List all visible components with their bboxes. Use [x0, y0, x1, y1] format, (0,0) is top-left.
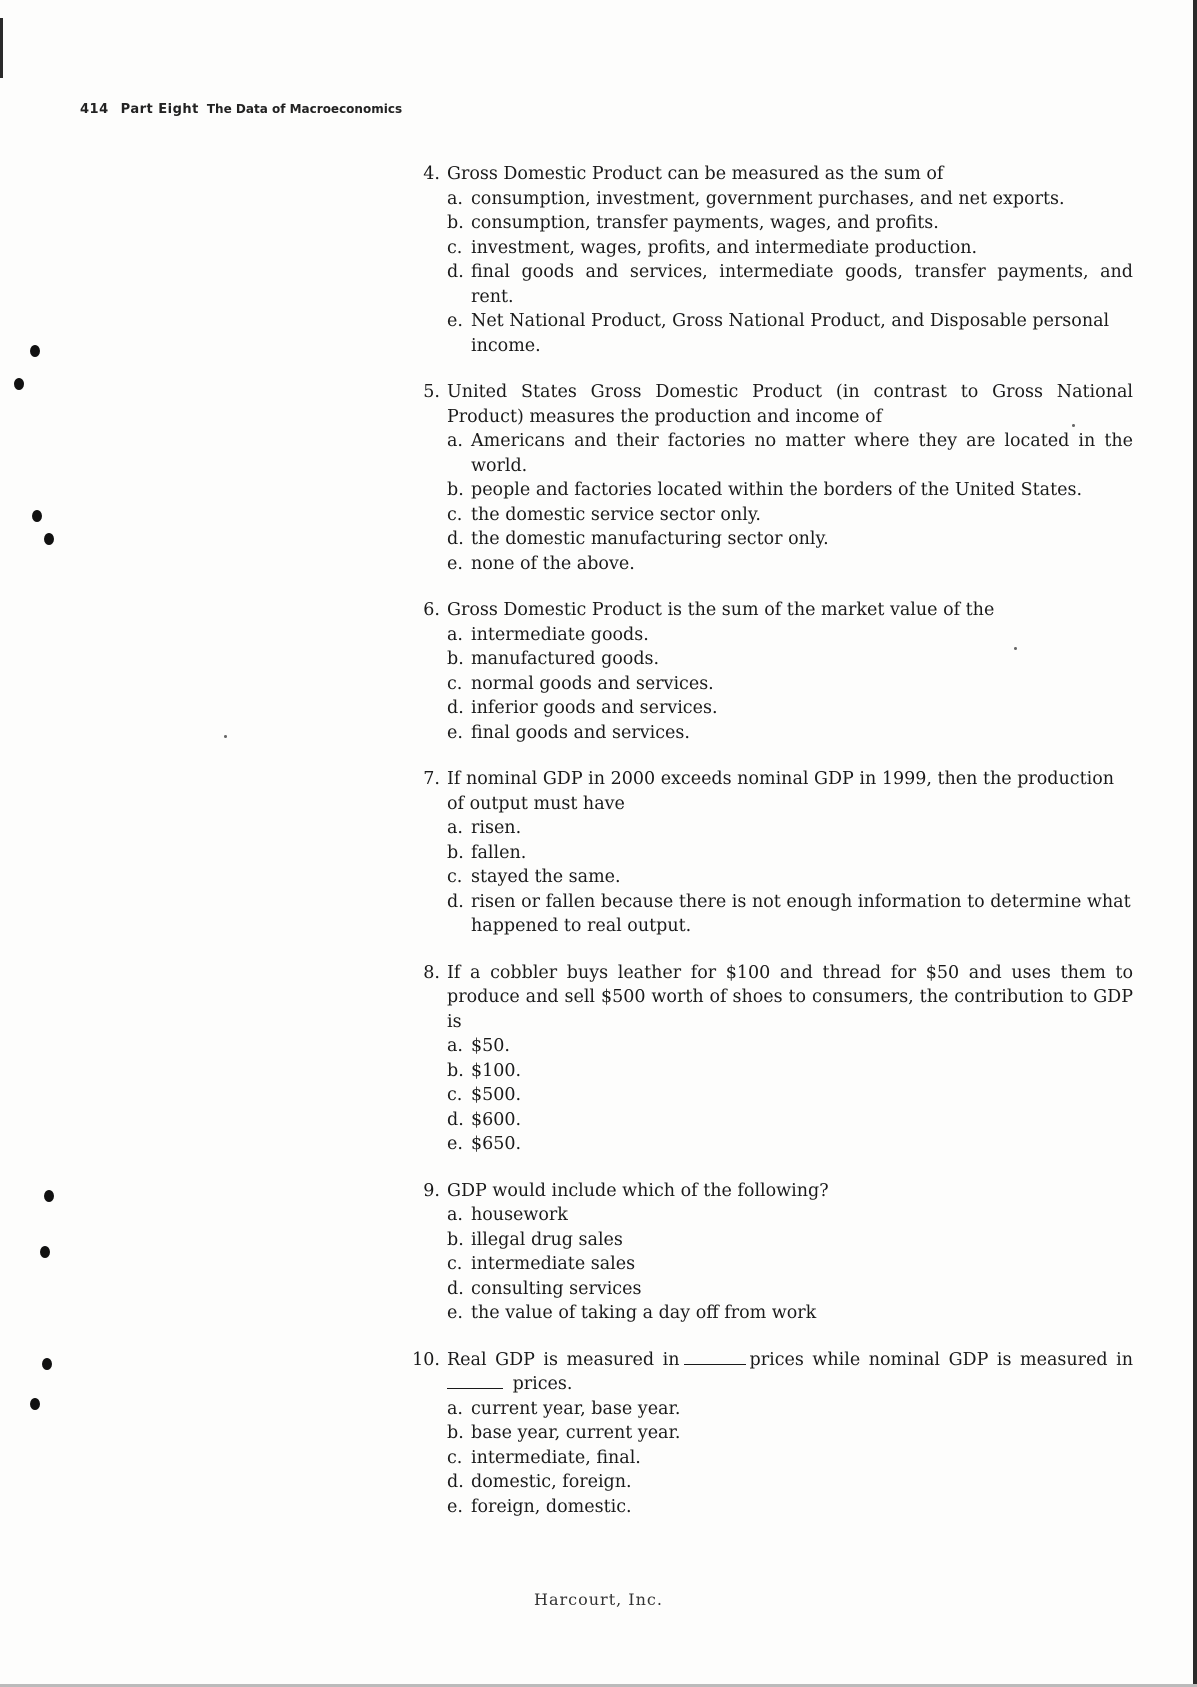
option-letter: a.	[447, 1398, 463, 1419]
option-letter: c.	[447, 867, 463, 887]
option-text: foreign, domestic.	[471, 1496, 632, 1517]
option-list	[413, 1203, 1133, 1326]
option-letter: b.	[447, 649, 464, 669]
option-letter: c.	[447, 1085, 463, 1105]
option-letter: d.	[447, 698, 464, 718]
question-stem	[413, 162, 1133, 187]
question-5	[413, 380, 1133, 576]
option-list	[413, 816, 1133, 939]
question-text: If nominal GDP in 2000 exceeds nominal GDP in 1999, then the production of output must have	[447, 769, 1115, 814]
option-text: Net National Product, Gross National Product, and Disposable personal income.	[471, 311, 1110, 356]
option-letter: c.	[447, 237, 463, 258]
option-d	[413, 1470, 1133, 1495]
option-letter: b.	[447, 842, 464, 863]
question-10	[413, 1348, 1133, 1520]
option-text: normal goods and services.	[471, 673, 714, 694]
option-letter: a.	[447, 431, 463, 451]
scan-edge-left	[0, 18, 3, 78]
option-text: inferior goods and services.	[471, 698, 718, 718]
question-8	[413, 961, 1133, 1157]
option-text: risen.	[471, 818, 522, 838]
option-text: intermediate sales	[471, 1254, 636, 1274]
option-list	[413, 623, 1133, 746]
option-text: the value of taking a day off from work	[471, 1303, 817, 1323]
question-number: 6.	[423, 600, 440, 620]
option-letter: e.	[447, 1496, 463, 1517]
option-d	[413, 527, 1133, 552]
option-e	[413, 309, 1133, 358]
option-letter: d.	[447, 529, 464, 549]
option-text: investment, wages, profits, and intermediate production.	[471, 237, 978, 258]
option-a	[413, 816, 1133, 841]
option-text: consumption, investment, government purchases, and net exports.	[471, 188, 1065, 209]
question-7	[413, 767, 1133, 939]
option-list	[413, 429, 1133, 576]
question-stem	[413, 380, 1133, 429]
question-stem	[413, 1179, 1133, 1204]
option-list	[413, 1397, 1133, 1520]
option-b	[413, 1421, 1133, 1446]
option-letter: d.	[447, 891, 464, 912]
question-text: Gross Domestic Product can be measured as the sum of	[447, 164, 944, 184]
question-6	[413, 598, 1133, 745]
punch-hole-mark	[32, 510, 42, 522]
option-text: base year, current year.	[471, 1423, 681, 1443]
option-e	[413, 1301, 1133, 1326]
question-text: If a cobbler buys leather for $100 and thread for $50 and uses them to produce and sell $500 worth of shoes to consumers, the contribution to GDP is	[447, 962, 1133, 1032]
punch-hole-mark	[42, 1358, 52, 1370]
option-c	[413, 865, 1133, 890]
option-b	[413, 211, 1133, 236]
option-text: $100.	[471, 1060, 522, 1081]
option-a	[413, 429, 1133, 478]
punch-hole-mark	[40, 1246, 50, 1258]
option-letter: d.	[447, 1278, 464, 1299]
option-a	[413, 187, 1133, 212]
option-letter: e.	[447, 1303, 463, 1323]
option-c	[413, 1446, 1133, 1471]
option-text: fallen.	[471, 842, 527, 863]
part-label: Part Eight	[120, 102, 199, 117]
option-letter: c.	[447, 1254, 463, 1274]
question-number: 5.	[423, 382, 440, 402]
punch-hole-mark	[30, 1398, 40, 1410]
option-text: the domestic manufacturing sector only.	[471, 529, 829, 549]
option-text: consumption, transfer payments, wages, and profits.	[471, 213, 939, 233]
option-letter: e.	[447, 553, 463, 574]
option-letter: b.	[447, 1229, 464, 1250]
option-text: $500.	[471, 1085, 522, 1105]
option-d	[413, 890, 1133, 939]
option-letter: b.	[447, 1423, 464, 1443]
option-letter: a.	[447, 188, 463, 209]
publisher-footer: Harcourt, Inc.	[534, 1590, 663, 1609]
option-letter: b.	[447, 480, 464, 500]
option-c	[413, 672, 1133, 697]
option-d	[413, 1277, 1133, 1302]
question-stem	[413, 1348, 1133, 1397]
question-number: 9.	[423, 1180, 440, 1201]
option-letter: a.	[447, 818, 463, 838]
option-letter: d.	[447, 262, 464, 282]
option-list	[413, 1034, 1133, 1157]
punch-hole-mark	[44, 533, 54, 545]
option-letter: e.	[447, 1134, 463, 1154]
option-b	[413, 478, 1133, 503]
option-text: final goods and services, intermediate goods, transfer payments, and rent.	[471, 262, 1133, 307]
question-number: 4.	[423, 164, 440, 184]
option-d	[413, 1108, 1133, 1133]
question-4	[413, 162, 1133, 358]
option-e	[413, 1495, 1133, 1520]
option-c	[413, 1252, 1133, 1277]
option-text: stayed the same.	[471, 867, 621, 887]
option-d	[413, 696, 1133, 721]
question-number: 8.	[423, 962, 440, 983]
option-letter: c.	[447, 1447, 463, 1468]
option-text: manufactured goods.	[471, 649, 660, 669]
option-a	[413, 623, 1133, 648]
option-text: risen or fallen because there is not enough information to determine what happened to real output.	[471, 891, 1131, 936]
punch-hole-mark	[14, 378, 24, 390]
option-text: intermediate, final.	[471, 1447, 641, 1468]
option-c	[413, 1083, 1133, 1108]
option-e	[413, 1132, 1133, 1157]
option-text: intermediate goods.	[471, 624, 649, 645]
option-c	[413, 236, 1133, 261]
option-b	[413, 1228, 1133, 1253]
option-text: the domestic service sector only.	[471, 504, 761, 525]
option-letter: a.	[447, 1205, 463, 1225]
option-d	[413, 260, 1133, 309]
option-c	[413, 503, 1133, 528]
option-text: none of the above.	[471, 553, 635, 574]
page-number: 414	[80, 102, 109, 117]
option-letter: a.	[447, 624, 463, 645]
question-number: 7.	[423, 769, 440, 789]
option-letter: d.	[447, 1472, 464, 1492]
option-list	[413, 187, 1133, 359]
option-letter: c.	[447, 673, 463, 694]
option-text: $50.	[471, 1036, 510, 1056]
chapter-title: The Data of Macroeconomics	[206, 102, 403, 116]
question-stem	[413, 598, 1133, 623]
question-text-part3: prices.	[512, 1374, 573, 1394]
question-stem	[413, 767, 1133, 816]
scan-edge-right	[1193, 0, 1197, 1687]
fill-in-blank	[684, 1348, 746, 1365]
question-9	[413, 1179, 1133, 1326]
option-letter: b.	[447, 213, 464, 233]
option-e	[413, 721, 1133, 746]
option-text: illegal drug sales	[471, 1229, 623, 1250]
option-letter: e.	[447, 311, 463, 331]
option-text: consulting services	[471, 1278, 642, 1299]
option-b	[413, 841, 1133, 866]
question-number: 10.	[412, 1349, 440, 1370]
option-text: current year, base year.	[471, 1398, 681, 1419]
option-text: $600.	[471, 1109, 522, 1130]
option-letter: e.	[447, 722, 463, 743]
option-a	[413, 1203, 1133, 1228]
option-a	[413, 1397, 1133, 1422]
fill-in-blank	[447, 1372, 503, 1389]
option-e	[413, 552, 1133, 577]
option-letter: b.	[447, 1060, 464, 1081]
question-text-part2: prices while nominal GDP is measured in	[749, 1349, 1133, 1370]
running-head	[80, 102, 402, 117]
option-text: people and factories located within the borders of the United States.	[471, 480, 1083, 500]
option-b	[413, 1059, 1133, 1084]
punch-hole-mark	[44, 1190, 54, 1202]
question-stem	[413, 961, 1133, 1035]
question-text: Gross Domestic Product is the sum of the market value of the	[447, 600, 995, 620]
question-text: GDP would include which of the following?	[447, 1180, 829, 1201]
option-text: Americans and their factories no matter where they are located in the world.	[471, 431, 1133, 476]
option-text: housework	[471, 1205, 568, 1225]
option-letter: c.	[447, 504, 463, 525]
option-text: final goods and services.	[471, 722, 690, 743]
question-list	[413, 162, 1133, 1541]
question-text: United States Gross Domestic Product (in contrast to Gross National Product) measures the production and income of	[447, 382, 1133, 427]
scan-speck	[224, 735, 227, 738]
option-a	[413, 1034, 1133, 1059]
option-text: $650.	[471, 1134, 522, 1154]
option-letter: d.	[447, 1109, 464, 1130]
option-text: domestic, foreign.	[471, 1472, 632, 1492]
option-b	[413, 647, 1133, 672]
option-letter: a.	[447, 1036, 463, 1056]
punch-hole-mark	[30, 345, 40, 357]
question-text-part1: Real GDP is measured in	[447, 1349, 680, 1370]
